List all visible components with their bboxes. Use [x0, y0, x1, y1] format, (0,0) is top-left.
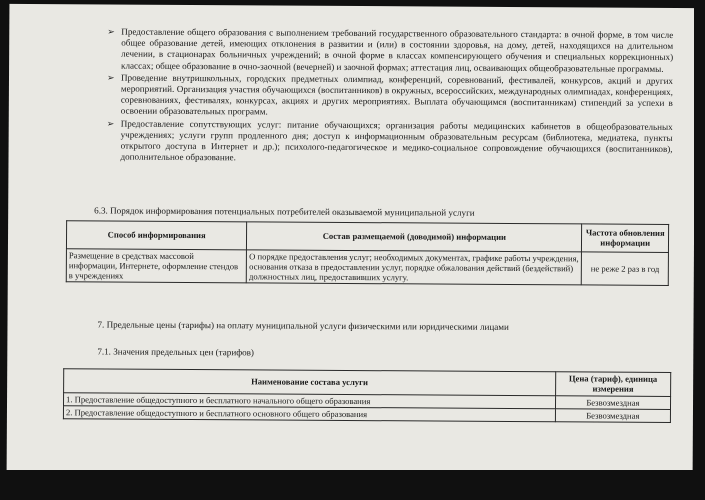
list-item-text: Предоставление сопутствующих услуг: питание обучающихся; организация работы медицинских кабинетов в общеобразовательных учреждениях; услуги групп продленного дня; доступ к информационным образовательным ресурсам (библиотека, медиатека, пункты открытого доступа в Интернет и др.); психолого-педагогическое и медико-социальное сопровождение обучающихся (воспитанников), дополнительное образование.	[120, 118, 673, 163]
arrow-bullet-icon: ➢	[106, 72, 115, 83]
column-header: Способ информирования	[66, 221, 246, 250]
list-item-text: Предоставление общего образования с выполнением требований государственного образовательного стандарта: в очной форме, в том числе общее образование детей, имеющих отклонения в развитии и (или) в состоянии здоровья, на дому, детей, находящихся на длительном лечении, в стационарах больничных учреждений; в очной форме в классах компенсирующего обучения и специальных коррекционных) классах; общее образование в очно-заочной (вечерней) и заочной формах; аттестация лиц, осваивающих общеобразовательные программы.	[121, 26, 674, 74]
table-cell: 1. Предоставление общедоступного и бесплатного начального общего образования	[64, 392, 556, 408]
services-list	[106, 27, 673, 168]
table-cell: О порядке предоставления услуг; необходимых документах, графике работы учреждения, основания отказа в предоставлении услуг, порядке обжалования действий (бездействий) должностных лиц, предоставивших услугу.	[247, 249, 582, 285]
section-heading-7-1: 7.1. Значения предельных цен (тарифов)	[97, 346, 255, 358]
price-table	[63, 368, 671, 423]
table-row	[63, 406, 670, 423]
table-row	[66, 248, 668, 286]
list-item-text: Проведение внутришкольных, городских предметных олимпиад, конференций, соревнований, фестивалей, конкурсов, акций и других мероприятий. Организация участия обучающихся (воспитанников) в окружных, всероссийских, международных олимпиадах, конференциях, соревнованиях, фестивалях, конкурсах, акциях и других мероприятиях. Выплата обучающимся (воспитанникам) стипендий за успехи в освоении образовательных программ.	[120, 72, 674, 117]
document-page	[7, 4, 696, 482]
arrow-bullet-icon: ➢	[107, 26, 115, 37]
table-header-row	[66, 221, 668, 252]
column-header: Наименование состава услуги	[64, 369, 556, 396]
list-item	[106, 118, 672, 166]
list-item	[107, 27, 673, 75]
table-cell: Размещение в средствах массовой информации, Интернете, оформление стендов в учреждениях	[66, 248, 246, 283]
column-header: Частота обновления информации	[582, 224, 669, 252]
table-cell: 2. Предоставление общедоступного и бесплатного основного общего образования	[63, 406, 555, 422]
information-table	[66, 220, 669, 286]
section-heading-7: 7. Предельные цены (тарифы) на оплату муниципальной услуги физическими или юридическими лицами	[97, 319, 509, 332]
column-header: Состав размещаемой (доводимой) информации	[247, 222, 582, 252]
table-cell: Безвозмездная	[555, 409, 670, 423]
arrow-bullet-icon: ➢	[106, 118, 115, 129]
scan-border	[0, 470, 705, 500]
list-item	[107, 72, 673, 120]
table-cell: не реже 2 раз в год	[582, 252, 669, 286]
column-header: Цена (тариф), единица измерения	[555, 372, 670, 396]
scan-border	[694, 0, 705, 500]
section-heading-6-3: 6.3. Порядок информирования потенциальных потребителей оказываемой муниципальной услуги	[94, 205, 475, 218]
table-cell: Безвозмездная	[555, 395, 670, 409]
